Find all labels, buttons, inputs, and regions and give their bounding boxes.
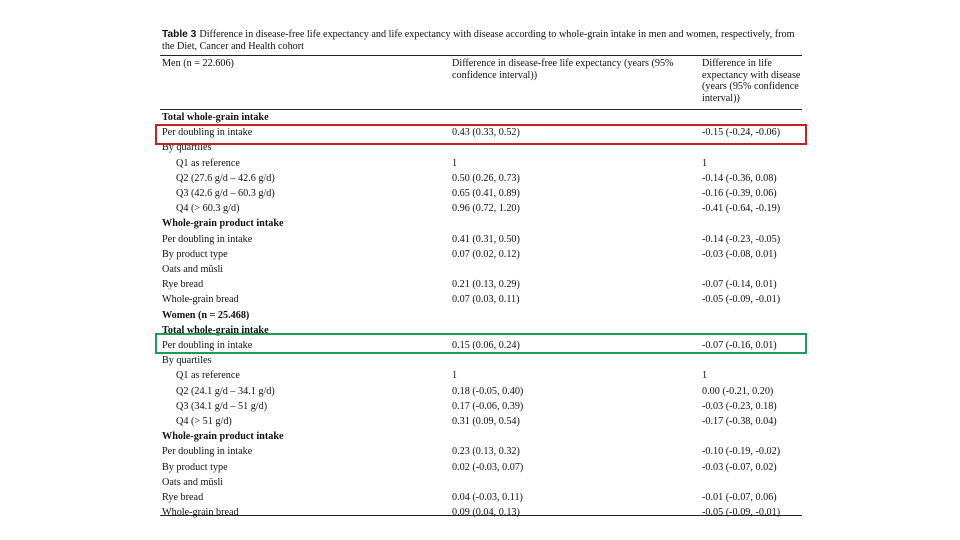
- row-label: Women (n = 25.468): [162, 309, 250, 321]
- with-disease-value: -0.17 (-0.38, 0.04): [702, 416, 777, 427]
- disease-free-value: 0.50 (0.26, 0.73): [452, 172, 520, 184]
- header-men: Men (n = 22.606): [162, 58, 234, 69]
- table-row: [162, 308, 802, 323]
- table-row: [162, 490, 802, 505]
- with-disease-value: -0.03 (-0.07, 0.02): [702, 461, 777, 473]
- table-row: [162, 444, 802, 459]
- with-disease-value: -0.10 (-0.19, -0.02): [702, 446, 781, 458]
- disease-free-value: 0.23 (0.13, 0.32): [452, 446, 520, 458]
- men-highlight-box: [155, 124, 807, 145]
- with-disease-value: -0.14 (-0.23, -0.05): [702, 233, 781, 245]
- disease-free-value: 1: [452, 157, 458, 169]
- disease-free-value: 0.21 (0.13, 0.29): [452, 279, 520, 291]
- with-disease-value: 0.00 (-0.21, 0.20): [702, 385, 774, 397]
- row-label: Whole-grain product intake: [162, 431, 284, 443]
- row-label: By product type: [162, 248, 228, 260]
- table-row: [162, 247, 802, 262]
- row-label: By quartiles: [162, 142, 212, 154]
- row-label: Oats and müsli: [162, 264, 224, 275]
- disease-free-value: 0.31 (0.09, 0.54): [452, 416, 520, 427]
- with-disease-value: -0.16 (-0.39, 0.06): [702, 188, 777, 199]
- row-label: Oats and müsli: [162, 476, 224, 488]
- table-row: [162, 186, 802, 201]
- row-label: Q3 (42.6 g/d – 60.3 g/d): [176, 188, 275, 199]
- disease-free-value: 0.02 (-0.03, 0.07): [452, 461, 524, 473]
- with-disease-value: -0.15 (-0.24, -0.06): [702, 127, 781, 139]
- with-disease-value: -0.07 (-0.16, 0.01): [702, 340, 777, 351]
- row-label: Whole-grain bread: [162, 507, 239, 519]
- with-disease-value: -0.05 (-0.09, -0.01): [702, 294, 781, 306]
- table-row: [162, 505, 802, 520]
- row-label: Rye bread: [162, 279, 204, 291]
- table-row: [162, 232, 802, 247]
- with-disease-value: -0.03 (-0.08, 0.01): [702, 248, 777, 260]
- table-row: [162, 277, 802, 292]
- bottom-rule: [160, 515, 802, 516]
- with-disease-value: -0.01 (-0.07, 0.06): [702, 492, 777, 503]
- disease-free-value: 0.15 (0.06, 0.24): [452, 340, 520, 351]
- row-label: Q2 (27.6 g/d – 42.6 g/d): [176, 172, 275, 184]
- disease-free-value: 0.07 (0.03, 0.11): [452, 294, 520, 306]
- disease-free-value: 0.18 (-0.05, 0.40): [452, 385, 524, 397]
- row-label: Per doubling in intake: [162, 446, 253, 458]
- table-row: [162, 353, 802, 368]
- disease-free-value: 0.09 (0.04, 0.13): [452, 507, 520, 519]
- table-row: [162, 216, 802, 231]
- table-row: [162, 384, 802, 399]
- disease-free-value: 0.04 (-0.03, 0.11): [452, 492, 523, 503]
- row-label: Per doubling in intake: [162, 340, 253, 351]
- with-disease-value: -0.03 (-0.23, 0.18): [702, 400, 777, 412]
- with-disease-value: -0.14 (-0.36, 0.08): [702, 172, 777, 184]
- table-row: [162, 399, 802, 414]
- with-disease-value: -0.41 (-0.64, -0.19): [702, 203, 781, 215]
- row-label: Q1 as reference: [176, 370, 240, 382]
- with-disease-value: -0.05 (-0.09, -0.01): [702, 507, 781, 519]
- header-with-disease: Difference in life expectancy with disease (years (95% confidence interval)): [702, 58, 801, 104]
- table-row: [162, 429, 802, 444]
- row-label: Rye bread: [162, 492, 204, 503]
- women-highlight-box: [155, 333, 807, 354]
- disease-free-value: 0.65 (0.41, 0.89): [452, 188, 520, 199]
- row-label: Per doubling in intake: [162, 127, 253, 139]
- with-disease-value: -0.07 (-0.14, 0.01): [702, 279, 777, 291]
- table-caption: [162, 29, 807, 53]
- table-row: [162, 201, 802, 216]
- row-label: Total whole-grain intake: [162, 112, 269, 123]
- disease-free-value: 0.43 (0.33, 0.52): [452, 127, 520, 139]
- row-label: Q4 (> 51 g/d): [176, 416, 232, 427]
- table-row: [162, 292, 802, 307]
- table-row: [162, 368, 802, 383]
- row-label: Whole-grain product intake: [162, 218, 284, 230]
- table-row: [162, 171, 802, 186]
- row-label: Q2 (24.1 g/d – 34.1 g/d): [176, 385, 275, 397]
- table-row: [162, 414, 802, 429]
- header-disease-free: Difference in disease-free life expectancy (years (95% confidence interval)): [452, 58, 674, 81]
- row-label: Q3 (34.1 g/d – 51 g/d): [176, 400, 268, 412]
- disease-free-value: 0.07 (0.02, 0.12): [452, 248, 520, 260]
- table-label: Table 3: [162, 29, 197, 40]
- row-label: Q1 as reference: [176, 157, 240, 169]
- row-label: Per doubling in intake: [162, 233, 253, 245]
- disease-free-value: 0.41 (0.31, 0.50): [452, 233, 520, 245]
- with-disease-value: 1: [702, 157, 708, 169]
- row-label: Whole-grain bread: [162, 294, 239, 306]
- disease-free-value: 0.17 (-0.06, 0.39): [452, 400, 524, 412]
- with-disease-value: 1: [702, 370, 708, 382]
- caption-text: Difference in disease-free life expectancy and life expectancy with disease according to whole-grain intake in men and women, respectively, from the Diet, Cancer and Health cohort: [162, 29, 795, 52]
- table-row: [162, 460, 802, 475]
- table-row: [162, 475, 802, 490]
- row-label: By product type: [162, 461, 228, 473]
- row-label: By quartiles: [162, 355, 212, 367]
- top-rule: [160, 55, 802, 56]
- row-label: Total whole-grain intake: [162, 324, 269, 336]
- disease-free-value: 1: [452, 370, 458, 382]
- table-row: [162, 262, 802, 277]
- table-row: [162, 110, 802, 125]
- disease-free-value: 0.96 (0.72, 1.20): [452, 203, 520, 215]
- row-label: Q4 (> 60.3 g/d): [176, 203, 240, 215]
- table-row: [162, 156, 802, 171]
